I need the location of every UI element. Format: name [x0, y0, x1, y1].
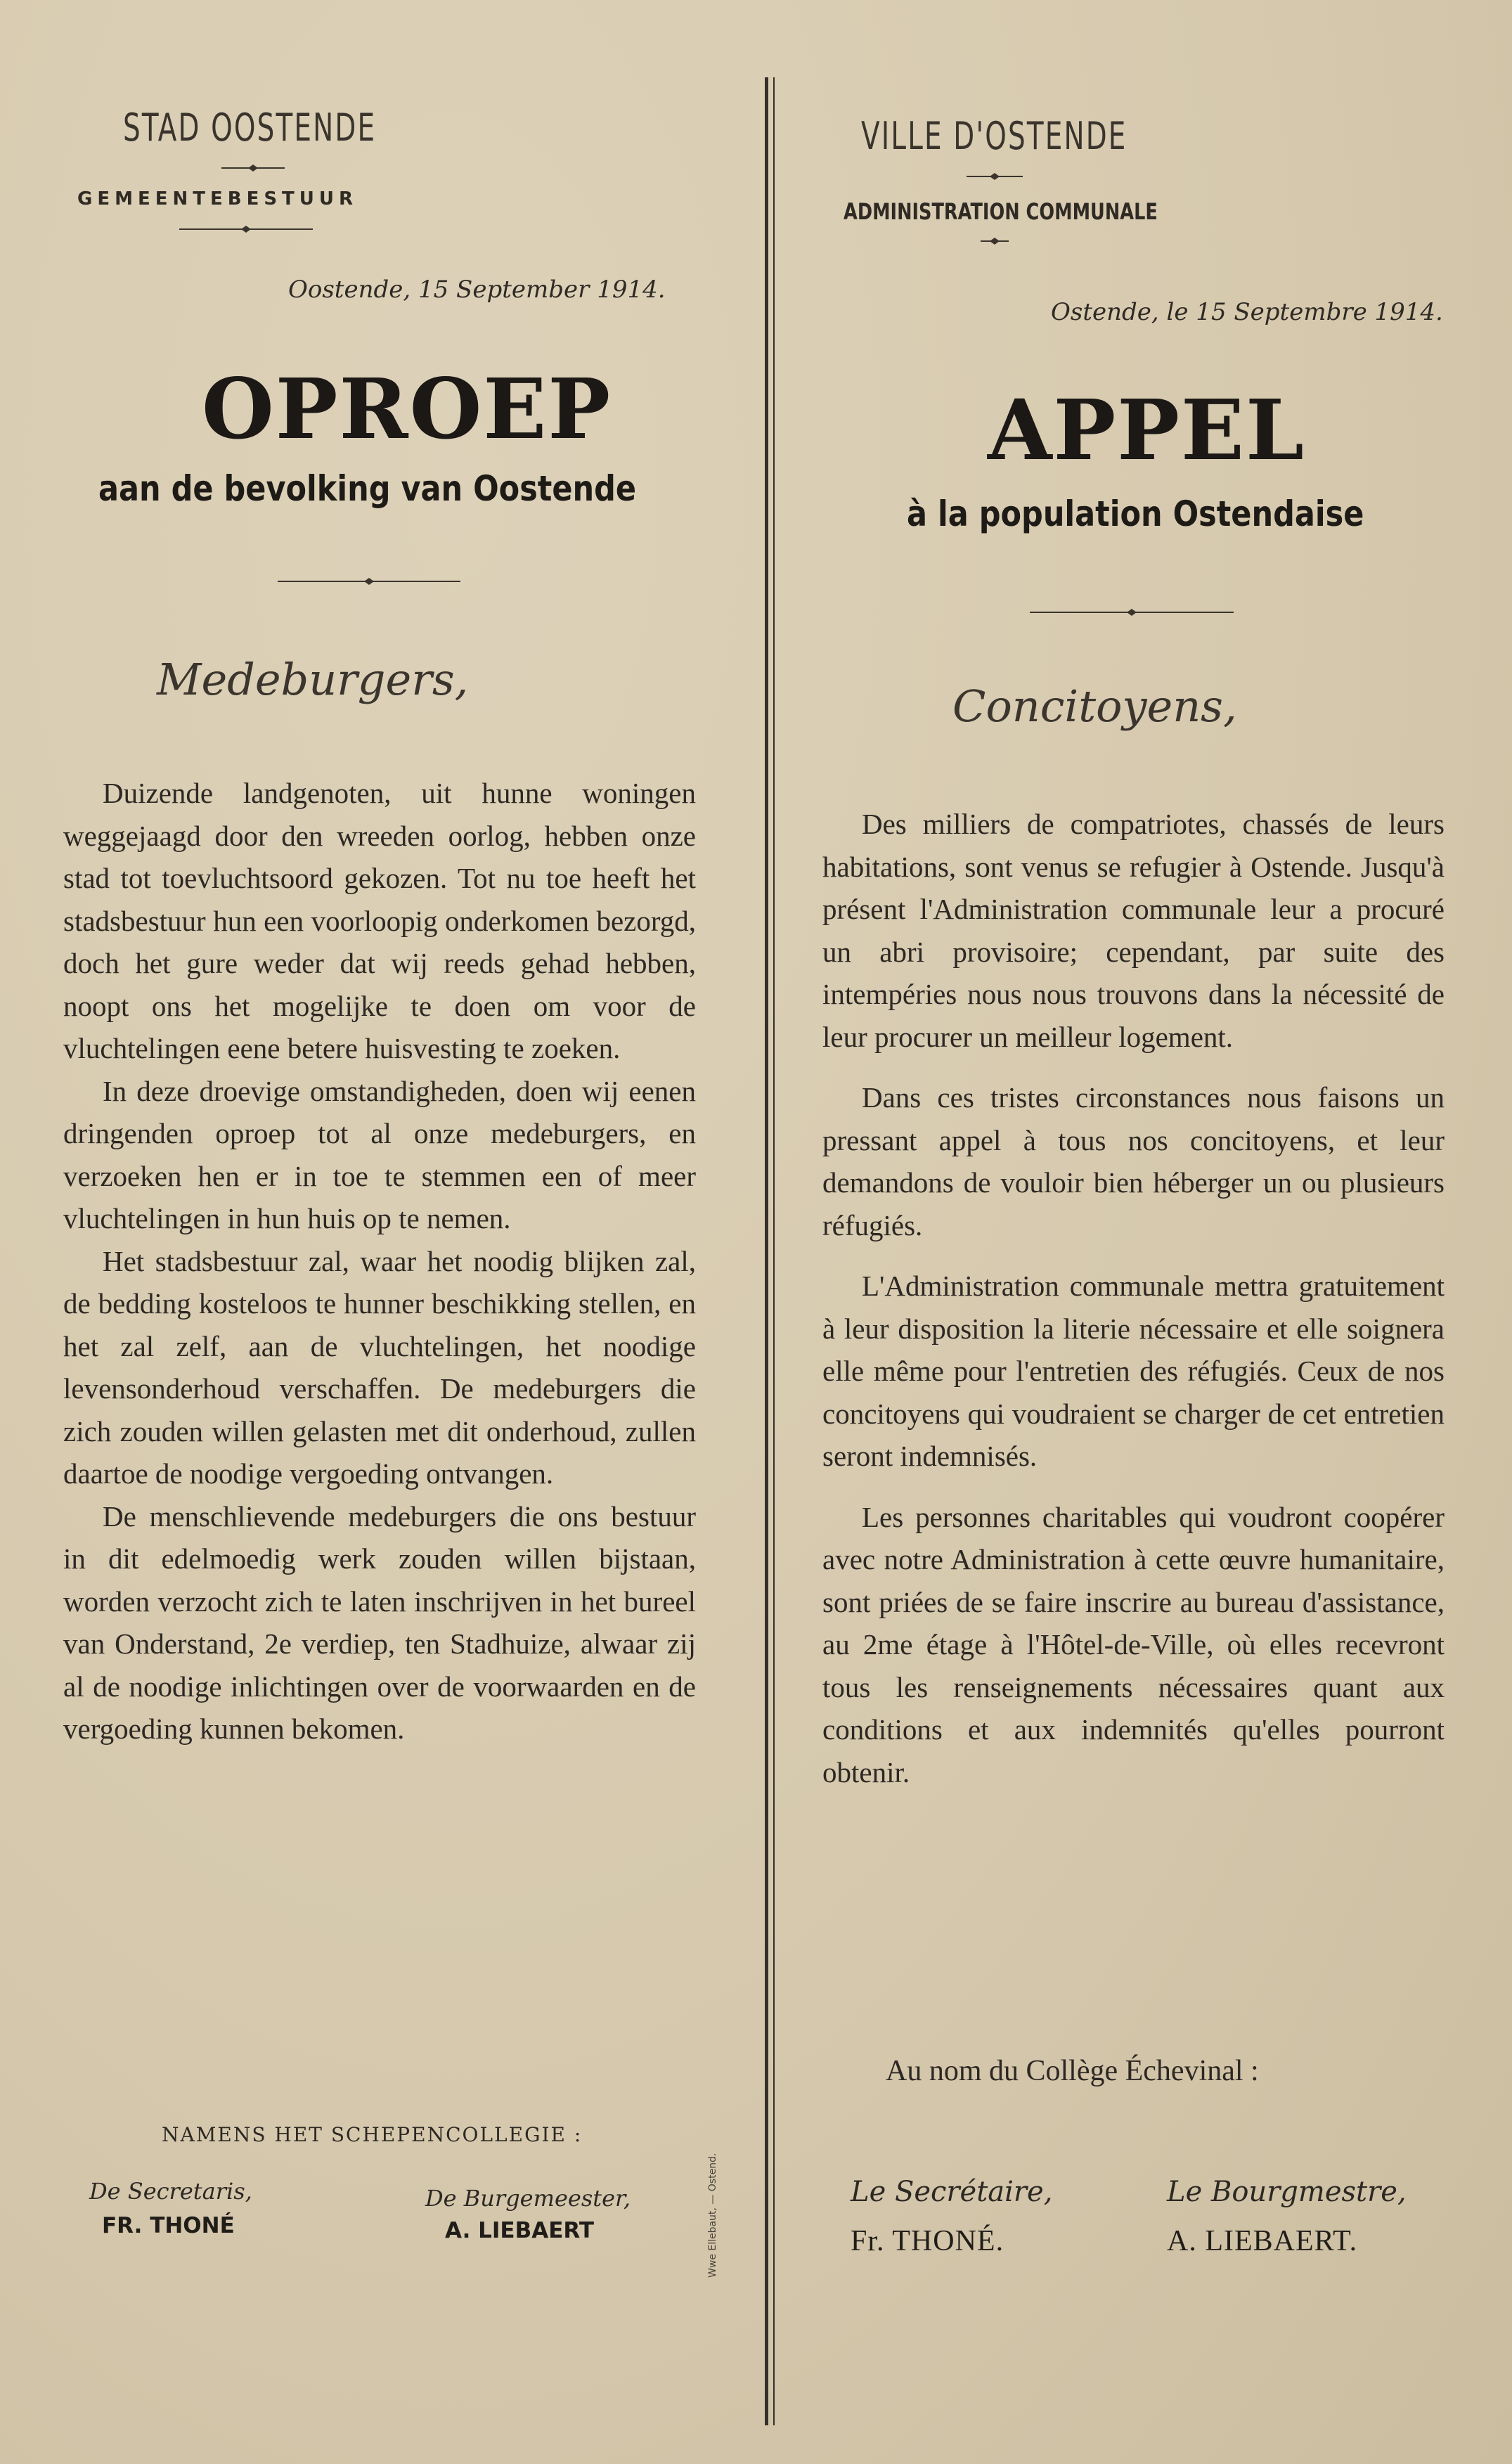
ornament-rule: [278, 581, 460, 582]
college-line: NAMENS HET SCHEPENCOLLEGIE :: [162, 2123, 583, 2146]
ornament-rule: [221, 167, 285, 169]
ornament-rule: [981, 240, 1009, 242]
column-divider-thin: [773, 77, 775, 2425]
ornament-rule: [1030, 612, 1234, 613]
mayor-name: A. LIEBAERT: [445, 2218, 595, 2243]
mayor-role: Le Bourgmestre,: [1167, 2176, 1407, 2208]
body-paragraph: Duizende landgenoten, uit hunne woningen weggejaagd door den wreeden oorlog, hebben onze stad tot toevluchtsoord gekozen. Tot nu toe heeft het stadsbestuur hun een voorloopig onderkomen bezorgd, doch het gure weder dat wij reeds gehad hebben, noopt ons het mogelijke te doen om voor de vluchtelingen eene betere huisvesting te zoeken.: [63, 777, 696, 1064]
authority-name: ADMINISTRATION COMMUNALE: [844, 198, 1158, 225]
body-paragraph: De menschlievende medeburgers die ons bestuur in dit edelmoedig werk zouden willen bijstaan, worden verzocht zich te laten inschrijven in het bureel van Onderstand, 2e verdiep, ten Stadhuize, alwaar zij al de noodige inlichtingen over de voorwaarden en de vergoeding kunnen bekomen.: [63, 1499, 696, 1745]
mayor-role: De Burgemeester,: [425, 2185, 631, 2212]
ornament-rule: [967, 176, 1023, 177]
poster-subtitle: à la population Ostendaise: [907, 494, 1364, 534]
city-name: STAD OOSTENDE: [123, 105, 377, 150]
printer-credit: Wwe Ellebaut, — Ostend.: [707, 2153, 718, 2278]
body-paragraph: In deze droevige omstandigheden, doen wij eenen dringenden oproep tot al onze medeburgers, en verzoeken hen er in toe te stemmen een of meer vluchtelingen in hun huis op te nemen.: [63, 1074, 696, 1234]
mayor-name: A. LIEBAERT.: [1167, 2225, 1358, 2257]
ornament-rule: [179, 228, 313, 230]
appeal-body: [63, 772, 696, 1750]
body-paragraph: L'Administration communale mettra gratuitement à leur disposition la literie nécessaire et elle soignera elle même pour l'entretien des réfugiés. Ceux de nos concitoyens qui voudraient se charger de cet entretien seront indemnisés.: [822, 1270, 1445, 1472]
secretary-role: De Secretaris,: [89, 2178, 252, 2205]
poster-title: APPEL: [988, 381, 1305, 479]
date-line: Oostende, 15 September 1914.: [288, 276, 666, 304]
secretary-role: Le Secrétaire,: [851, 2176, 1053, 2208]
body-paragraph: Des milliers de compatriotes, chassés de leurs habitations, sont venus se refugier à Ostende. Jusqu'à présent l'Administration communale leur a procuré un abri provisoire; cependant, par suite des intempéries nous nous trouvons dans la nécessité de leur procurer un meilleur logement.: [822, 808, 1445, 1053]
poster-subtitle: aan de bevolking van Oostende: [98, 468, 637, 509]
date-line: Ostende, le 15 Septembre 1914.: [1051, 298, 1443, 326]
salutation: Concitoyens,: [952, 680, 1237, 732]
appeal-body: [822, 803, 1445, 1812]
body-paragraph: Het stadsbestuur zal, waar het noodig blijken zal, de bedding kosteloos te hunner beschikking stellen, en het zal zelf, aan de vluchtelingen, het noodige levensonderhoud verschaffen. De medeburgers die zich zouden willen gelasten met dit onderhoud, zullen daartoe de noodige vergoeding ontvangen.: [63, 1244, 696, 1490]
column-divider: [765, 77, 768, 2425]
dutch-column: [53, 0, 696, 2464]
college-line: Au nom du Collège Échevinal :: [886, 2055, 1259, 2087]
secretary-name: Fr. THONÉ.: [851, 2225, 1004, 2257]
poster-title: OPROEP: [202, 360, 612, 458]
salutation: Medeburgers,: [157, 654, 469, 705]
body-paragraph: Les personnes charitables qui voudront coopérer avec notre Administration à cette œuvre humanitaire, sont priées de se faire inscrire au bureau d'assistance, au 2me étage à l'Hôtel-de-Ville, où elles recevront tous les renseignements nécessaires quant aux conditions et aux indemnités qu'elles pourront obtenir.: [822, 1500, 1445, 1788]
city-name: VILLE D'OSTENDE: [861, 114, 1127, 158]
secretary-name: FR. THONÉ: [102, 2213, 235, 2238]
body-paragraph: Dans ces tristes circonstances nous faisons un pressant appel à tous nos concitoyens, et leur demandons de vouloir bien héberger un ou plusieurs réfugiés.: [822, 1081, 1445, 1241]
french-column: [812, 0, 1445, 2464]
authority-name: GEMEENTEBESTUUR: [77, 188, 358, 209]
